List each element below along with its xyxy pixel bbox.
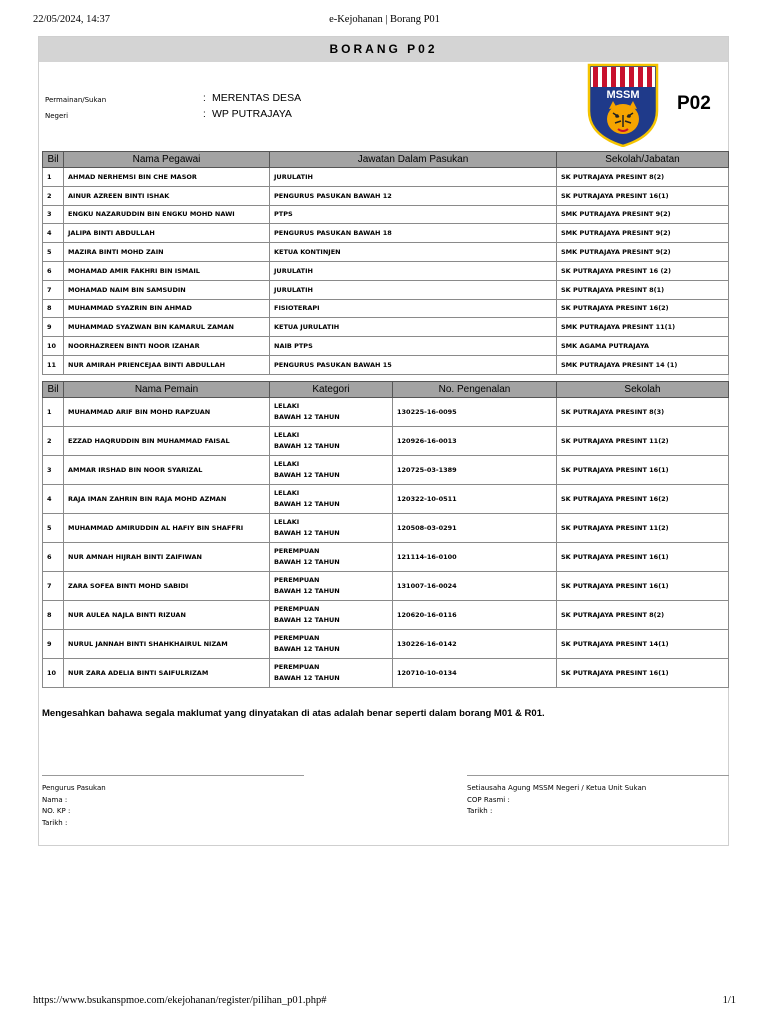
table-row: [43, 224, 729, 243]
nama-cell: AHMAD NERHEMSI BIN CHE MASOR: [64, 168, 270, 187]
sekolah-cell: SMK PUTRAJAYA PRESINT 11(1): [557, 318, 729, 337]
sekolah-cell: SK PUTRAJAYA PRESINT 16(1): [557, 572, 729, 601]
sekolah-cell: SK PUTRAJAYA PRESINT 8(2): [557, 168, 729, 187]
nama-cell: MUHAMMAD ARIF BIN MOHD RAPZUAN: [64, 398, 270, 427]
kategori-umur: BAWAH 12 TAHUN: [274, 616, 340, 624]
sekolah-cell: SK PUTRAJAYA PRESINT 16 (2): [557, 261, 729, 280]
table-row: [43, 659, 729, 688]
sekolah-cell: SMK PUTRAJAYA PRESINT 9(2): [557, 205, 729, 224]
nama-cell: AMMAR IRSHAD BIN NOOR SYARIZAL: [64, 456, 270, 485]
bil-cell: 2: [43, 186, 64, 205]
negeri-value: WP PUTRAJAYA: [212, 108, 292, 120]
pemain-table: [42, 381, 729, 688]
sig-role: Pengurus Pasukan: [42, 784, 106, 792]
bil-cell: 5: [43, 243, 64, 262]
kategori-jantina: PEREMPUAN: [274, 634, 320, 642]
ic-cell: 130225-16-0095: [393, 398, 557, 427]
bil-cell: 8: [43, 601, 64, 630]
table-row: [43, 398, 729, 427]
bil-cell: 6: [43, 543, 64, 572]
sig-role: Setiausaha Agung MSSM Negeri / Ketua Unit Sukan: [467, 784, 647, 792]
table-row: [43, 572, 729, 601]
signature-line: [42, 775, 304, 776]
kategori-jantina: LELAKI: [274, 431, 300, 439]
sekolah-cell: SMK PUTRAJAYA PRESINT 9(2): [557, 224, 729, 243]
col-header: Bil: [43, 152, 64, 168]
mssm-logo: [587, 63, 659, 147]
sekolah-cell: SK PUTRAJAYA PRESINT 11(2): [557, 514, 729, 543]
form-title: BORANG P02: [39, 37, 728, 62]
nama-cell: NUR AULEA NAJLA BINTI RIZUAN: [64, 601, 270, 630]
kategori-jantina: PEREMPUAN: [274, 547, 320, 555]
bil-cell: 10: [43, 337, 64, 356]
sekolah-cell: SK PUTRAJAYA PRESINT 16(1): [557, 659, 729, 688]
kategori-cell: [270, 427, 393, 456]
nama-cell: MUHAMMAD SYAZWAN BIN KAMARUL ZAMAN: [64, 318, 270, 337]
nama-cell: ZARA SOFEA BINTI MOHD SABIDI: [64, 572, 270, 601]
sig-tarikh: Tarikh :: [42, 818, 68, 827]
sekolah-cell: SK PUTRAJAYA PRESINT 16(1): [557, 456, 729, 485]
nama-cell: AINUR AZREEN BINTI ISHAK: [64, 186, 270, 205]
jawatan-cell: PENGURUS PASUKAN BAWAH 15: [270, 355, 557, 374]
table-row: [43, 355, 729, 374]
sekolah-cell: SK PUTRAJAYA PRESINT 16(1): [557, 186, 729, 205]
kategori-jantina: LELAKI: [274, 460, 300, 468]
col-header: Sekolah/Jabatan: [557, 152, 729, 168]
table-row: [43, 337, 729, 356]
ic-cell: 120322-10-0511: [393, 485, 557, 514]
table-row: [43, 168, 729, 187]
kategori-cell: [270, 398, 393, 427]
bil-cell: 7: [43, 280, 64, 299]
kategori-umur: BAWAH 12 TAHUN: [274, 558, 340, 566]
table-row: [43, 280, 729, 299]
col-header: Kategori: [270, 382, 393, 398]
bil-cell: 8: [43, 299, 64, 318]
print-footer: [33, 995, 736, 1009]
col-header: Sekolah: [557, 382, 729, 398]
pegawai-header-row: [43, 152, 729, 168]
sekolah-cell: SK PUTRAJAYA PRESINT 16(2): [557, 299, 729, 318]
bil-cell: 3: [43, 456, 64, 485]
sekolah-cell: SK PUTRAJAYA PRESINT 8(3): [557, 398, 729, 427]
kategori-jantina: PEREMPUAN: [274, 605, 320, 613]
table-row: [43, 205, 729, 224]
print-header: [33, 14, 736, 28]
bil-cell: 4: [43, 485, 64, 514]
jawatan-cell: JURULATIH: [270, 280, 557, 299]
table-row: [43, 261, 729, 280]
kategori-umur: BAWAH 12 TAHUN: [274, 587, 340, 595]
table-row: [43, 514, 729, 543]
bil-cell: 2: [43, 427, 64, 456]
form-code: P02: [677, 93, 711, 114]
ic-cell: 130226-16-0142: [393, 630, 557, 659]
jawatan-cell: JURULATIH: [270, 261, 557, 280]
table-row: [43, 299, 729, 318]
nama-cell: NUR ZARA ADELIA BINTI SAIFULRIZAM: [64, 659, 270, 688]
colon: :: [203, 109, 206, 120]
confirmation-text: Mengesahkan bahawa segala maklumat yang dinyatakan di atas adalah benar seperti dalam borang M01 & R01.: [42, 708, 545, 719]
signature-line: [467, 775, 729, 776]
jawatan-cell: PENGURUS PASUKAN BAWAH 18: [270, 224, 557, 243]
bil-cell: 1: [43, 168, 64, 187]
nama-cell: MOHAMAD NAIM BIN SAMSUDIN: [64, 280, 270, 299]
sig-cop: COP Rasmi :: [467, 795, 510, 804]
ic-cell: 120620-16-0116: [393, 601, 557, 630]
sekolah-cell: SMK AGAMA PUTRAJAYA: [557, 337, 729, 356]
bil-cell: 11: [43, 355, 64, 374]
sig-tarikh: Tarikh :: [467, 807, 493, 815]
nama-cell: JALIPA BINTI ABDULLAH: [64, 224, 270, 243]
nama-cell: EZZAD HAQRUDDIN BIN MUHAMMAD FAISAL: [64, 427, 270, 456]
nama-cell: NOORHAZREEN BINTI NOOR IZAHAR: [64, 337, 270, 356]
kategori-umur: BAWAH 12 TAHUN: [274, 442, 340, 450]
sekolah-cell: SK PUTRAJAYA PRESINT 11(2): [557, 427, 729, 456]
kategori-cell: [270, 601, 393, 630]
nama-cell: NUR AMNAH HIJRAH BINTI ZAIFIWAN: [64, 543, 270, 572]
table-row: [43, 243, 729, 262]
print-url: https://www.bsukanspmoe.com/ekejohanan/register/pilihan_p01.php#: [33, 995, 327, 1006]
sekolah-cell: SMK PUTRAJAYA PRESINT 9(2): [557, 243, 729, 262]
kategori-cell: [270, 630, 393, 659]
pemain-header-row: [43, 382, 729, 398]
sig-nama: Nama :: [42, 795, 68, 804]
table-row: [43, 456, 729, 485]
jawatan-cell: NAIB PTPS: [270, 337, 557, 356]
kategori-jantina: PEREMPUAN: [274, 576, 320, 584]
nama-cell: NURUL JANNAH BINTI SHAHKHAIRUL NIZAM: [64, 630, 270, 659]
sig-nokp: NO. KP :: [42, 807, 71, 815]
bil-cell: 6: [43, 261, 64, 280]
kategori-cell: [270, 485, 393, 514]
ic-cell: 120926-16-0013: [393, 427, 557, 456]
col-header: Nama Pemain: [64, 382, 270, 398]
nama-cell: MAZIRA BINTI MOHD ZAIN: [64, 243, 270, 262]
sekolah-cell: SK PUTRAJAYA PRESINT 16(2): [557, 485, 729, 514]
ic-cell: 120710-10-0134: [393, 659, 557, 688]
table-row: [43, 601, 729, 630]
jawatan-cell: KETUA KONTINJEN: [270, 243, 557, 262]
kategori-cell: [270, 543, 393, 572]
tiger-icon: [607, 101, 639, 134]
kategori-umur: BAWAH 12 TAHUN: [274, 645, 340, 653]
signature-right: [467, 775, 729, 818]
jawatan-cell: PENGURUS PASUKAN BAWAH 12: [270, 186, 557, 205]
bil-cell: 10: [43, 659, 64, 688]
table-row: [43, 186, 729, 205]
bil-cell: 4: [43, 224, 64, 243]
nama-cell: MUHAMMAD SYAZRIN BIN AHMAD: [64, 299, 270, 318]
bil-cell: 9: [43, 630, 64, 659]
kategori-cell: [270, 514, 393, 543]
nama-cell: ENGKU NAZARUDDIN BIN ENGKU MOHD NAWI: [64, 205, 270, 224]
table-row: [43, 630, 729, 659]
ic-cell: 131007-16-0024: [393, 572, 557, 601]
nama-cell: RAJA IMAN ZAHRIN BIN RAJA MOHD AZMAN: [64, 485, 270, 514]
col-header: Bil: [43, 382, 64, 398]
kategori-umur: BAWAH 12 TAHUN: [274, 471, 340, 479]
print-datetime: 22/05/2024, 14:37: [33, 14, 111, 25]
kategori-umur: BAWAH 12 TAHUN: [274, 500, 340, 508]
table-row: [43, 485, 729, 514]
kategori-jantina: LELAKI: [274, 518, 300, 526]
print-page-number: 1/1: [722, 995, 736, 1006]
bil-cell: 1: [43, 398, 64, 427]
bil-cell: 3: [43, 205, 64, 224]
kategori-jantina: LELAKI: [274, 402, 300, 410]
kategori-cell: [270, 572, 393, 601]
kategori-cell: [270, 659, 393, 688]
table-row: [43, 427, 729, 456]
ic-cell: 121114-16-0100: [393, 543, 557, 572]
jawatan-cell: KETUA JURULATIH: [270, 318, 557, 337]
table-row: [43, 318, 729, 337]
kategori-jantina: LELAKI: [274, 489, 300, 497]
nama-cell: MOHAMAD AMIR FAKHRI BIN ISMAIL: [64, 261, 270, 280]
sekolah-cell: SK PUTRAJAYA PRESINT 8(1): [557, 280, 729, 299]
nama-cell: NUR AMIRAH PRIENCEJAA BINTI ABDULLAH: [64, 355, 270, 374]
ic-cell: 120508-03-0291: [393, 514, 557, 543]
bil-cell: 5: [43, 514, 64, 543]
bil-cell: 9: [43, 318, 64, 337]
nama-cell: MUHAMMAD AMIRUDDIN AL HAFIY BIN SHAFFRI: [64, 514, 270, 543]
pegawai-table: [42, 151, 729, 375]
permainan-value: MERENTAS DESA: [212, 92, 302, 104]
sekolah-cell: SK PUTRAJAYA PRESINT 16(1): [557, 543, 729, 572]
ic-cell: 120725-03-1389: [393, 456, 557, 485]
logo-stripes: [591, 67, 655, 89]
table-row: [43, 543, 729, 572]
kategori-cell: [270, 456, 393, 485]
logo-text: MSSM: [606, 89, 640, 101]
jawatan-cell: PTPS: [270, 205, 557, 224]
borang-form: [38, 36, 729, 846]
sekolah-cell: SMK PUTRAJAYA PRESINT 14 (1): [557, 355, 729, 374]
kategori-umur: BAWAH 12 TAHUN: [274, 413, 340, 421]
col-header: Nama Pegawai: [64, 152, 270, 168]
signature-left: [42, 775, 304, 829]
kategori-jantina: PEREMPUAN: [274, 663, 320, 671]
col-header: Jawatan Dalam Pasukan: [270, 152, 557, 168]
bil-cell: 7: [43, 572, 64, 601]
kategori-umur: BAWAH 12 TAHUN: [274, 529, 340, 537]
permainan-label: Permainan/Sukan: [45, 96, 107, 104]
jawatan-cell: JURULATIH: [270, 168, 557, 187]
sekolah-cell: SK PUTRAJAYA PRESINT 8(2): [557, 601, 729, 630]
negeri-label: Negeri: [45, 112, 69, 120]
jawatan-cell: FISIOTERAPI: [270, 299, 557, 318]
colon: :: [203, 93, 206, 104]
print-title: e-Kejohanan | Borang P01: [329, 14, 440, 25]
sekolah-cell: SK PUTRAJAYA PRESINT 14(1): [557, 630, 729, 659]
col-header: No. Pengenalan: [393, 382, 557, 398]
kategori-umur: BAWAH 12 TAHUN: [274, 674, 340, 682]
